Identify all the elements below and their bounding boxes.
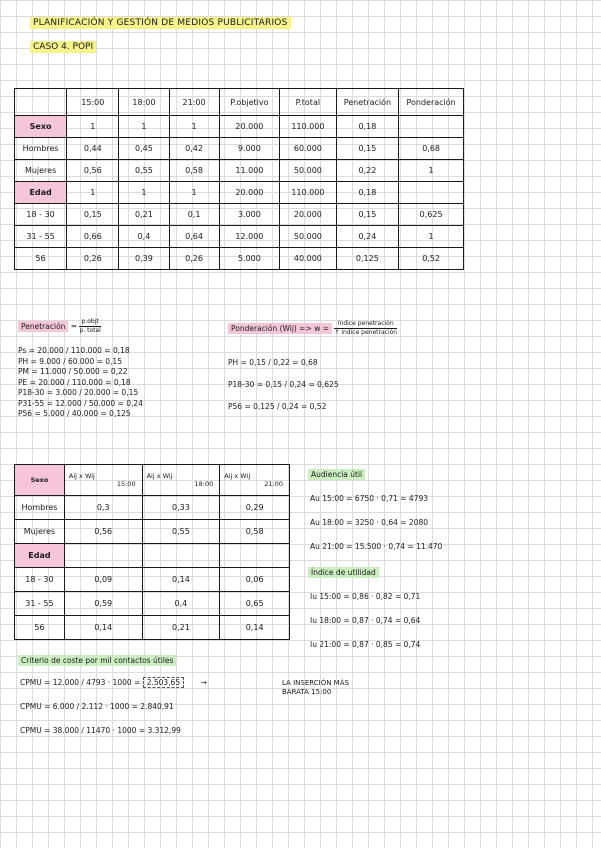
utilidad-title: Índice de utilidad — [308, 568, 379, 577]
calculation-line: Ps = 20.000 / 110.000 = 0,18 — [18, 346, 130, 355]
table-cell — [399, 182, 464, 204]
calculation-line: PH = 9.000 / 60.000 = 0,15 — [18, 356, 122, 366]
weighted-audience-table — [14, 464, 290, 640]
table-cell — [220, 544, 290, 568]
table-cell: 0,14 — [220, 616, 290, 640]
penetracion-fraction: $\frac{\text{p.objt}}{\text{p. total}}$ — [79, 318, 101, 334]
table-header-cell — [220, 465, 290, 496]
table-cell: 0,55 — [119, 160, 169, 182]
table-header-cell — [142, 465, 220, 496]
calculation-line: Iu 15:00 = 0,86 · 0,82 = 0,71 — [310, 592, 421, 601]
cpm-line-1: CPMU = 12.000 / 4793 · 1000 = 2.503,65 → — [20, 678, 207, 687]
calculation-line: P56 = 5.000 / 40.000 = 0,125 — [18, 409, 131, 418]
table-header-row — [15, 89, 464, 116]
row-label: Mujeres — [15, 520, 65, 544]
table-row — [15, 544, 290, 568]
table-cell: 0,06 — [220, 568, 290, 592]
table-cell: 0,66 — [67, 226, 119, 248]
calculation-line: Iu 21:00 = 0,87 · 0,85 = 0,74 — [310, 640, 421, 649]
row-label: Edad — [15, 182, 67, 204]
table-cell: 0,55 — [142, 520, 220, 544]
table-row — [15, 520, 290, 544]
table-cell: 0,21 — [119, 204, 169, 226]
table-cell: 1 — [119, 116, 169, 138]
table-cell: 0,59 — [64, 592, 142, 616]
cpm-line-2: CPMU = 6.000 / 2.112 · 1000 = 2.840,91 — [20, 702, 174, 711]
table-cell: 20.000 — [280, 204, 336, 226]
table-row — [15, 592, 290, 616]
table-cell: 0,3 — [64, 496, 142, 520]
arrow-icon: → — [200, 678, 207, 687]
table-cell: 0,45 — [119, 138, 169, 160]
header-line-2: 18:00 — [194, 480, 214, 488]
table-cell: 0,58 — [220, 520, 290, 544]
table-row — [15, 496, 290, 520]
table-cell: 3.000 — [219, 204, 280, 226]
table-cell: 1 — [119, 182, 169, 204]
table-header-cell — [64, 465, 142, 496]
row-label: 31 - 55 — [15, 226, 67, 248]
table-cell: 40.000 — [280, 248, 336, 270]
table-cell: 0,4 — [119, 226, 169, 248]
table-cell — [142, 544, 220, 568]
calculation-line: P31-55 = 12.000 / 50.000 = 0,24 — [18, 398, 143, 408]
row-label: Hombres — [15, 496, 65, 520]
calculation-line: Au 21:00 = 15.500 · 0,74 = 11.470 — [310, 542, 443, 551]
table-row — [15, 568, 290, 592]
table-cell: 0,1 — [169, 204, 219, 226]
table-cell: 0,625 — [399, 204, 464, 226]
calculation-line: PE = 20.000 / 110.000 = 0,18 — [18, 377, 131, 387]
header-label: Sexo — [30, 476, 49, 484]
calculation-line: PM = 11.000 / 50.000 = 0,22 — [18, 367, 128, 376]
audiencia-title: Audiencia útil — [308, 470, 365, 479]
cpm-best-value: 2.503,65 — [143, 677, 184, 688]
calculation-line: Iu 18:00 = 0,87 · 0,74 = 0,64 — [310, 616, 421, 625]
table-cell: 0,56 — [67, 160, 119, 182]
cpm-line-3: CPMU = 38.000 / 11470 · 1000 = 3.312,99 — [20, 726, 181, 735]
row-label: 56 — [15, 616, 65, 640]
table-row — [15, 138, 464, 160]
table-header-cell — [15, 89, 67, 116]
table-row — [15, 182, 464, 204]
table-cell: 0,39 — [119, 248, 169, 270]
row-label: Sexo — [15, 116, 67, 138]
table-cell: 0,68 — [399, 138, 464, 160]
header-line-2: 21:00 — [264, 480, 283, 488]
table-cell: 0,65 — [220, 592, 290, 616]
table-cell: 0,15 — [67, 204, 119, 226]
table-cell: 0,18 — [336, 116, 399, 138]
row-label: 18 - 30 — [15, 568, 65, 592]
table-cell: 1 — [67, 116, 119, 138]
table-cell: 0,24 — [336, 226, 399, 248]
table-cell: 1 — [399, 160, 464, 182]
page-title: PLANIFICACIÓN Y GESTIÓN DE MEDIOS PUBLICITARIOS — [30, 18, 291, 28]
table-header-cell: P.total — [280, 89, 336, 116]
table-row — [15, 204, 464, 226]
table-cell: 0,14 — [142, 568, 220, 592]
table-cell: 1 — [169, 182, 219, 204]
table-cell — [399, 116, 464, 138]
utilidad-items — [310, 592, 420, 664]
penetracion-formula: Penetración = $\frac{\text{p.objt}}{\text{p. total}}$ — [18, 318, 101, 335]
table-cell: 0,26 — [169, 248, 219, 270]
table-cell: 20.000 — [219, 182, 280, 204]
table-cell: 60.000 — [280, 138, 336, 160]
table-cell: 0,29 — [220, 496, 290, 520]
table-cell: 0,52 — [399, 248, 464, 270]
table-cell: 5.000 — [219, 248, 280, 270]
table-header-cell: Ponderación — [399, 89, 464, 116]
table-cell: 0,15 — [336, 204, 399, 226]
audiencia-items — [310, 494, 442, 566]
table-cell: 0,42 — [169, 138, 219, 160]
row-label: Mujeres — [15, 160, 67, 182]
table-cell: 0,14 — [64, 616, 142, 640]
table-cell: 0,44 — [67, 138, 119, 160]
cpm-title: Criterio de coste por mil contactos útiles — [18, 656, 176, 665]
table-header-cell: 15:00 — [67, 89, 119, 116]
cpm-note: LA INSERCIÓN MÁS BARATA 15:00 — [282, 679, 349, 696]
case-subtitle: CASO 4. POPI — [30, 42, 96, 52]
row-label: 18 - 30 — [15, 204, 67, 226]
penetracion-calculations — [18, 346, 143, 420]
row-label: 56 — [15, 248, 67, 270]
audience-table — [14, 88, 464, 270]
table-cell: 1 — [399, 226, 464, 248]
table-cell: 110.000 — [280, 182, 336, 204]
table-header-cell: 18:00 — [119, 89, 169, 116]
ponderacion-fraction: $\frac{\text{índice penetración}}{\text{↑ índice penetración}}$ — [334, 320, 398, 336]
header-line-1: Aij x Wij — [224, 472, 251, 480]
table-cell: 0,58 — [169, 160, 219, 182]
table-header-cell: P.objetivo — [219, 89, 280, 116]
table-cell: 0,18 — [336, 182, 399, 204]
table-cell: 0,09 — [64, 568, 142, 592]
table-cell: 0,26 — [67, 248, 119, 270]
calculation-line: P18-30 = 3.000 / 20.000 = 0,15 — [18, 388, 139, 397]
table-cell: 0,33 — [142, 496, 220, 520]
ponderacion-calculations — [228, 358, 339, 424]
calculation-line: Au 18:00 = 3250 · 0,64 = 2080 — [310, 518, 429, 527]
table-cell: 11.000 — [219, 160, 280, 182]
table-cell: 50.000 — [280, 226, 336, 248]
header-line-1: Aij x Wij — [146, 472, 173, 480]
calculation-line: PH = 0,15 / 0,22 = 0,68 — [228, 358, 318, 367]
calculation-line: P56 = 0,125 / 0,24 = 0,52 — [228, 402, 327, 411]
ponderacion-formula: Ponderación (Wij) => w = $\frac{\text{índice penetración}}{\text{↑ índice penetración}}$ — [228, 320, 397, 337]
table-row — [15, 116, 464, 138]
table-cell: 0,22 — [336, 160, 399, 182]
row-label: 31 - 55 — [15, 592, 65, 616]
calculation-line: P18-30 = 0,15 / 0,24 = 0,625 — [228, 380, 339, 389]
table-row — [15, 160, 464, 182]
table-header-cell: 21:00 — [169, 89, 219, 116]
header-line-2: 15:00 — [116, 480, 136, 488]
table-row — [15, 226, 464, 248]
header-line-1: Aij x Wij — [68, 472, 95, 480]
table-row — [15, 616, 290, 640]
table-header-cell: Penetración — [336, 89, 399, 116]
table-cell: 12.000 — [219, 226, 280, 248]
table-header-row — [15, 465, 290, 496]
row-label: Edad — [15, 544, 65, 568]
table-cell: 1 — [169, 116, 219, 138]
row-label: Hombres — [15, 138, 67, 160]
table-cell: 0,21 — [142, 616, 220, 640]
table-cell — [64, 544, 142, 568]
table-cell: 1 — [67, 182, 119, 204]
table-cell: 0,15 — [336, 138, 399, 160]
table-cell: 9.000 — [219, 138, 280, 160]
table-cell: 0,125 — [336, 248, 399, 270]
table-cell: 0,56 — [64, 520, 142, 544]
table-row — [15, 248, 464, 270]
table-cell: 0,64 — [169, 226, 219, 248]
table-cell: 0,4 — [142, 592, 220, 616]
table-cell: 110.000 — [280, 116, 336, 138]
table-cell: 20.000 — [219, 116, 280, 138]
calculation-line: Au 15:00 = 6750 · 0,71 = 4793 — [310, 494, 429, 503]
table-cell: 50.000 — [280, 160, 336, 182]
table-header-cell — [15, 465, 65, 496]
